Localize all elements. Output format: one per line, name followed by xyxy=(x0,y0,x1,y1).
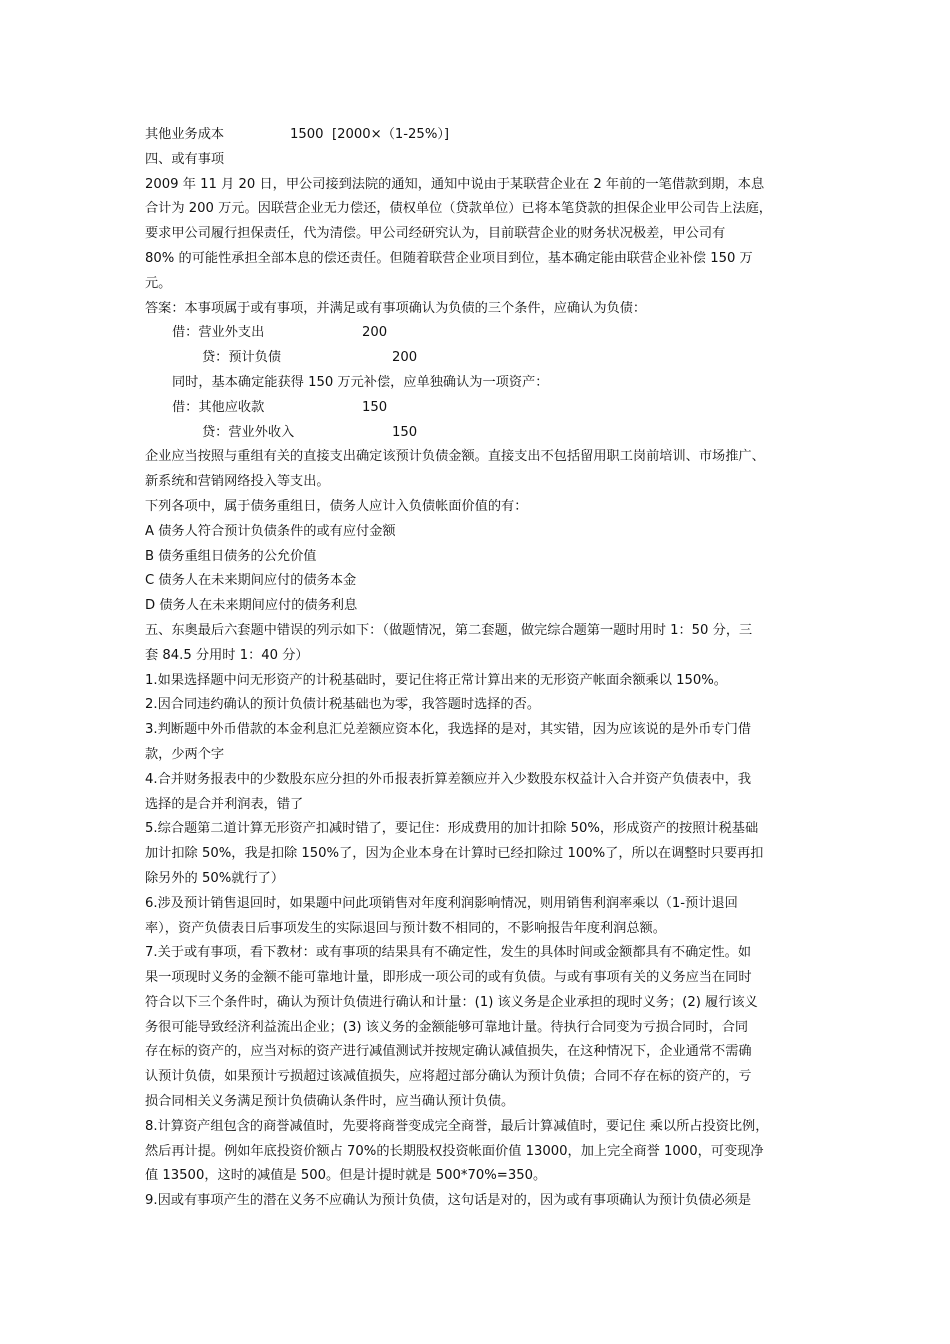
error-item xyxy=(145,768,815,818)
note-line: 新系统和营销网络投入等支出。 xyxy=(145,474,330,490)
error-line: 符合以下三个条件时，确认为预计负债进行确认和计量：(1) 该义务是企业承担的现时义务；(2) 履行该义 xyxy=(145,994,758,1010)
answer-mid: 同时，基本确定能获得 150 万元补偿，应单独确认为一项资产： xyxy=(172,374,549,390)
journal-entry-credit xyxy=(145,421,815,446)
option-d: D 债务人在未来期间应付的债务利息 xyxy=(145,598,358,614)
error-item xyxy=(145,892,815,942)
option-list xyxy=(145,520,815,619)
case-paragraph xyxy=(145,173,815,297)
section5-title xyxy=(145,619,815,669)
account-label: 其他业务成本 xyxy=(145,127,225,142)
credit-account: 贷：营业外收入 xyxy=(202,424,295,440)
error-item xyxy=(145,693,815,718)
credit-amount: 150 xyxy=(392,424,418,440)
journal-entry-debit xyxy=(145,396,815,421)
error-line: 损合同相关义务满足预计负债确认条件时，应当确认预计负债。 xyxy=(145,1094,515,1110)
error-line: 然后再计提。例如年底投资价额占 70%的长期股权投资帐面价值 13000，加上完全商誉 1000，可变现净 xyxy=(145,1143,764,1159)
header-line xyxy=(145,123,815,148)
error-item xyxy=(145,817,815,891)
error-item xyxy=(145,941,815,1115)
error-line: 5.综合题第二道计算无形资产扣减时错了，要记住：形成费用的加计扣除 50%，形成资产的按照计税基础 xyxy=(145,821,759,837)
debit-amount: 200 xyxy=(362,325,388,341)
error-line: 选择的是合并利润表，错了 xyxy=(145,796,304,812)
credit-account: 贷：预计负债 xyxy=(202,350,282,366)
error-line: 7.关于或有事项，看下教材：或有事项的结果具有不确定性，发生的具体时间或金额都具有不确定性。如 xyxy=(145,945,752,961)
question-text: 下列各项中，属于债务重组日，债务人应计入负债帐面价值的有： xyxy=(145,498,528,514)
error-line: 果一项现时义务的金额不能可靠地计量，即形成一项公司的或有负债。与或有事项有关的义务应当在同时 xyxy=(145,970,752,986)
error-list xyxy=(145,669,815,1215)
debit-amount: 150 xyxy=(362,399,388,415)
error-item xyxy=(145,1189,815,1214)
case-line: 80% 的可能性承担全部本息的偿还责任。但随着联营企业项目到位，基本确定能由联营企业补偿 150 万 xyxy=(145,250,753,266)
option-a: A 债务人符合预计负债条件的或有应付金额 xyxy=(145,523,396,539)
debit-account: 借：其他应收款 xyxy=(172,399,265,415)
error-line: 率），资产负债表日后事项发生的实际退回与预计数不相同的，不影响报告年度利润总额。 xyxy=(145,920,666,936)
journal-entry-credit xyxy=(145,346,815,371)
note-line: 企业应当按照与重组有关的直接支出确定该预计负债金额。直接支出不包括留用职工岗前培训、市场推广、 xyxy=(145,449,765,465)
error-item xyxy=(145,1115,815,1189)
error-line: 6.涉及预计销售退回时，如果题中问此项销售对年度利润影响情况，则用销售利润率乘以（1-预计退回 xyxy=(145,895,738,911)
error-item xyxy=(145,718,815,768)
error-line: 值 13500，这时的减值是 500。但是计提时就是 500*70%=350。 xyxy=(145,1168,547,1184)
error-line: 8.计算资产组包含的商誉减值时，先要将商誉变成完全商誉，最后计算减值时，要记住 乘以所占投资比例， xyxy=(145,1118,769,1134)
error-line: 款，少两个字 xyxy=(145,746,225,762)
error-line: 认预计负债，如果预计亏损超过该减值损失，应将超过部分确认为预计负债；合同不存在标的资产的，亏 xyxy=(145,1069,752,1085)
case-line: 要求甲公司履行担保责任，代为清偿。甲公司经研究认为，目前联营企业的财务状况极差，甲公司有 xyxy=(145,226,726,242)
error-line: 4.合并财务报表中的少数股东应分担的外币报表折算差额应并入少数股东权益计入合并资产负债表中，我 xyxy=(145,771,752,787)
error-item xyxy=(145,669,815,694)
error-line: 1.如果选择题中问无形资产的计税基础时，要记住将正常计算出来的无形资产帐面余额乘以 150%。 xyxy=(145,672,727,688)
option-c: C 债务人在未来期间应付的债务本金 xyxy=(145,573,357,589)
journal-entry-debit xyxy=(145,321,815,346)
section5-title-line: 套 84.5 分用时 1：40 分） xyxy=(145,647,309,663)
error-line: 除另外的 50%就行了） xyxy=(145,870,285,886)
error-line: 加计扣除 50%，我是扣除 150%了，因为企业本身在计算时已经扣除过 100%了，所以在调整时只要再扣 xyxy=(145,846,764,862)
error-line: 9.因或有事项产生的潜在义务不应确认为预计负债，这句话是对的，因为或有事项确认为预计负债必须是 xyxy=(145,1193,752,1209)
account-value: 1500 [2000×（1-25%）] xyxy=(290,127,450,142)
debit-account: 借：营业外支出 xyxy=(172,325,265,341)
restructure-note xyxy=(145,445,815,495)
section5-title-line: 五、东奥最后六套题中错误的列示如下：（做题情况，第二套题，做完综合题第一题时用时 1：50 分，三 xyxy=(145,622,753,638)
error-line: 务很可能导致经济利益流出企业；(3) 该义务的金额能够可靠地计量。待执行合同变为亏损合同时，合同 xyxy=(145,1019,749,1035)
section4-title: 四、或有事项 xyxy=(145,151,225,167)
credit-amount: 200 xyxy=(392,350,418,366)
case-line: 元。 xyxy=(145,275,172,291)
document-page xyxy=(145,123,815,1214)
option-b: B 债务重组日债务的公允价值 xyxy=(145,548,317,564)
error-line: 2.因合同违约确认的预计负债计税基础也为零，我答题时选择的否。 xyxy=(145,697,541,713)
case-line: 合计为 200 万元。因联营企业无力偿还，债权单位（贷款单位）已将本笔贷款的担保企业甲公司告上法庭， xyxy=(145,201,772,217)
error-line: 存在标的资产的，应当对标的资产进行减值测试并按规定确认减值损失，在这种情况下，企业通常不需确 xyxy=(145,1044,752,1060)
error-line: 3.判断题中外币借款的本金利息汇兑差额应资本化，我选择的是对，其实错，因为应该说的是外币专门借 xyxy=(145,722,752,738)
answer-intro: 答案：本事项属于或有事项，并满足或有事项确认为负债的三个条件，应确认为负债： xyxy=(145,300,647,316)
case-line: 2009 年 11 月 20 日，甲公司接到法院的通知，通知中说由于某联营企业在 2 年前的一笔借款到期，本息 xyxy=(145,176,765,192)
